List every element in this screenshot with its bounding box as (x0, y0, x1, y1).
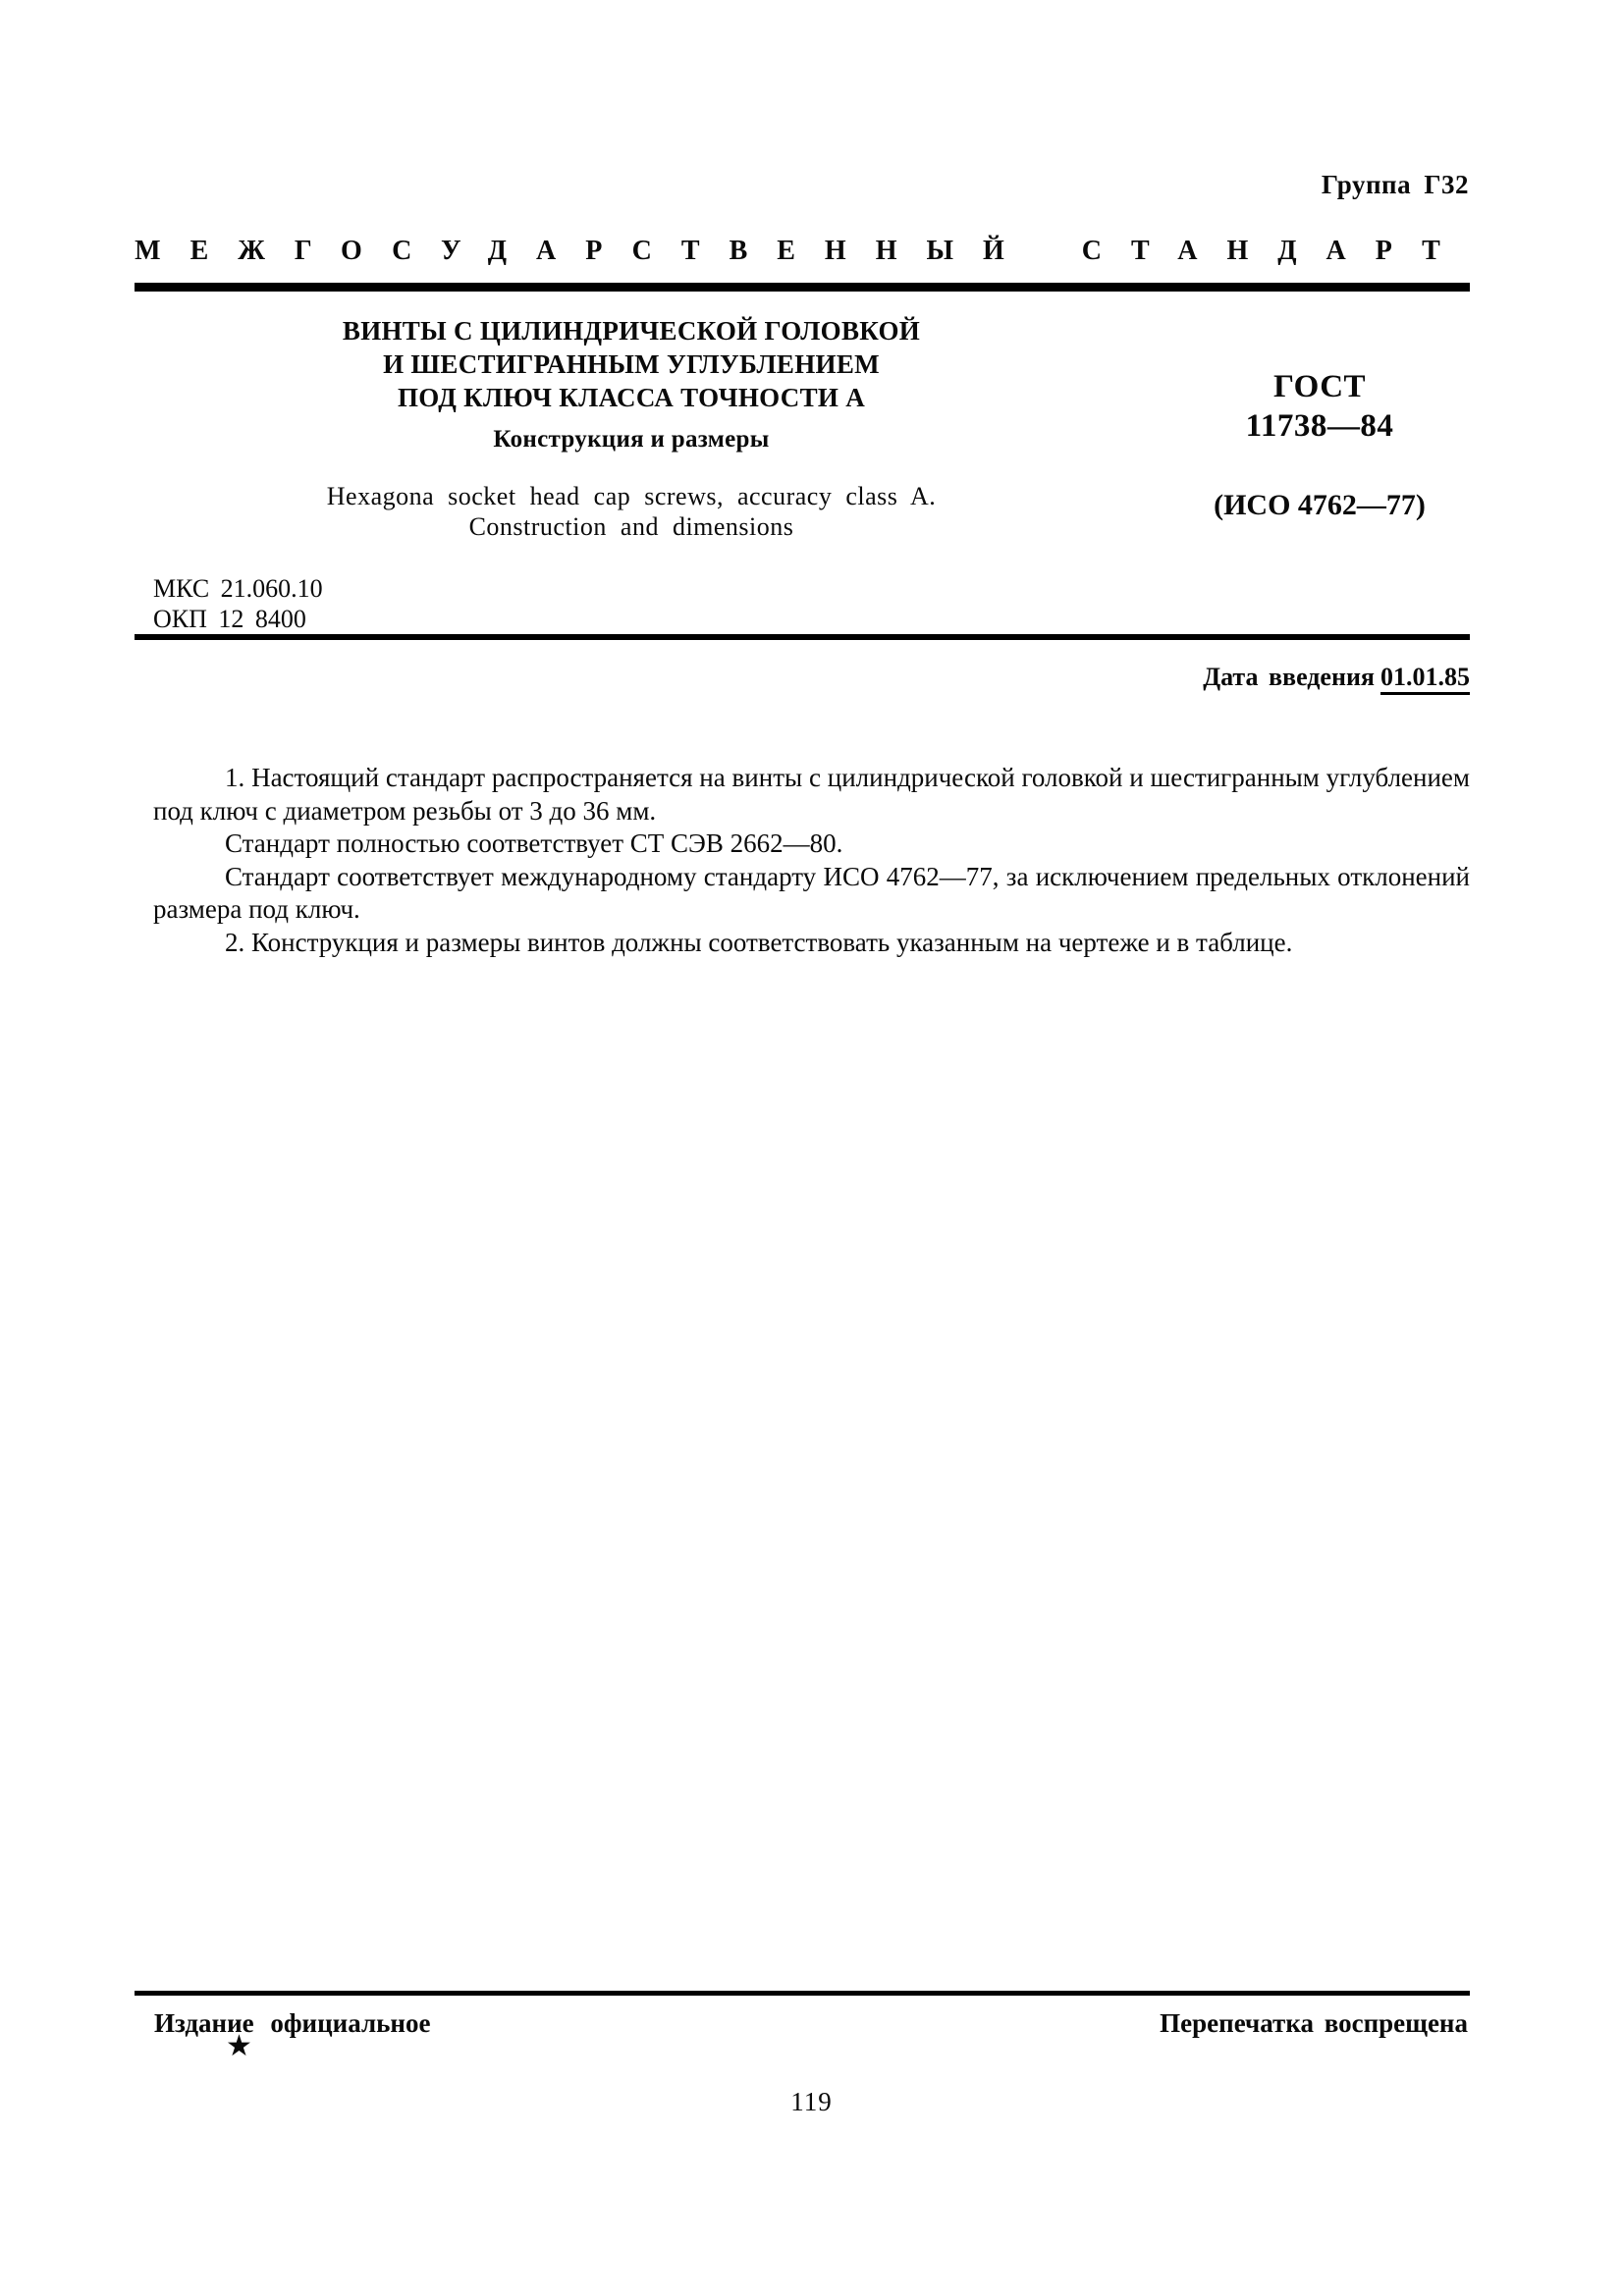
title-line-3: ПОД КЛЮЧ КЛАССА ТОЧНОСТИ А (397, 383, 866, 412)
document-title-ru (135, 314, 1128, 456)
classification-codes (153, 573, 323, 634)
title-en-line-2: Construction and dimensions (468, 512, 794, 541)
standard-designation (1168, 367, 1471, 446)
title-line-1: ВИНТЫ С ЦИЛИНДРИЧЕСКОЙ ГОЛОВКОЙ (342, 316, 921, 346)
group-label: Группа Г32 (1321, 170, 1469, 199)
body-paragraph-2: Стандарт полностью соответствует СТ СЭВ 2662—80. (225, 828, 843, 858)
star-icon: ★ (226, 2030, 252, 2062)
standard-type-heading: МЕЖГОСУДАРСТВЕННЫЙ СТАНДАРТ (135, 236, 1470, 266)
body-paragraph-3: Стандарт соответствует международному стандарту ИСО 4762—77, за исключением предельных отклонений размера под ключ. (153, 861, 1470, 924)
document-title-en (135, 481, 1128, 542)
introduction-date-label: Дата введения (1203, 663, 1375, 691)
footer-reprint-notice: Перепечатка воспрещена (1160, 2008, 1468, 2038)
footer-divider (135, 1991, 1470, 1996)
mks-code: МКС 21.060.10 (153, 574, 323, 603)
introduction-date (1203, 663, 1470, 692)
header-divider (135, 283, 1470, 292)
okp-code: ОКП 12 8400 (153, 605, 306, 633)
introduction-date-value: 01.01.85 (1380, 663, 1470, 695)
designation-label: ГОСТ (1272, 369, 1367, 404)
footer-official-edition: Издание официальное (154, 2008, 431, 2038)
body-paragraph-1: 1. Настоящий стандарт распространяется на винты с цилиндрической головкой и шестигранным углублением под ключ с диаметром резьбы от 3 до 36 мм. (153, 763, 1470, 826)
designation-iso: (ИСО 4762—77) (1214, 489, 1426, 521)
document-subtitle: Конструкция и размеры (493, 426, 770, 453)
body-paragraph-4: 2. Конструкция и размеры винтов должны соответствовать указанным на чертеже и в таблице. (225, 927, 1293, 957)
designation-number: 11738—84 (1245, 408, 1394, 444)
body-text (153, 762, 1470, 959)
section-divider (135, 634, 1470, 640)
title-en-line-1: Hexagona socket head cap screws, accuracy class A. (326, 482, 937, 510)
page-number: 119 (790, 2087, 833, 2116)
title-line-2: И ШЕСТИГРАННЫМ УГЛУБЛЕНИЕМ (383, 349, 880, 379)
